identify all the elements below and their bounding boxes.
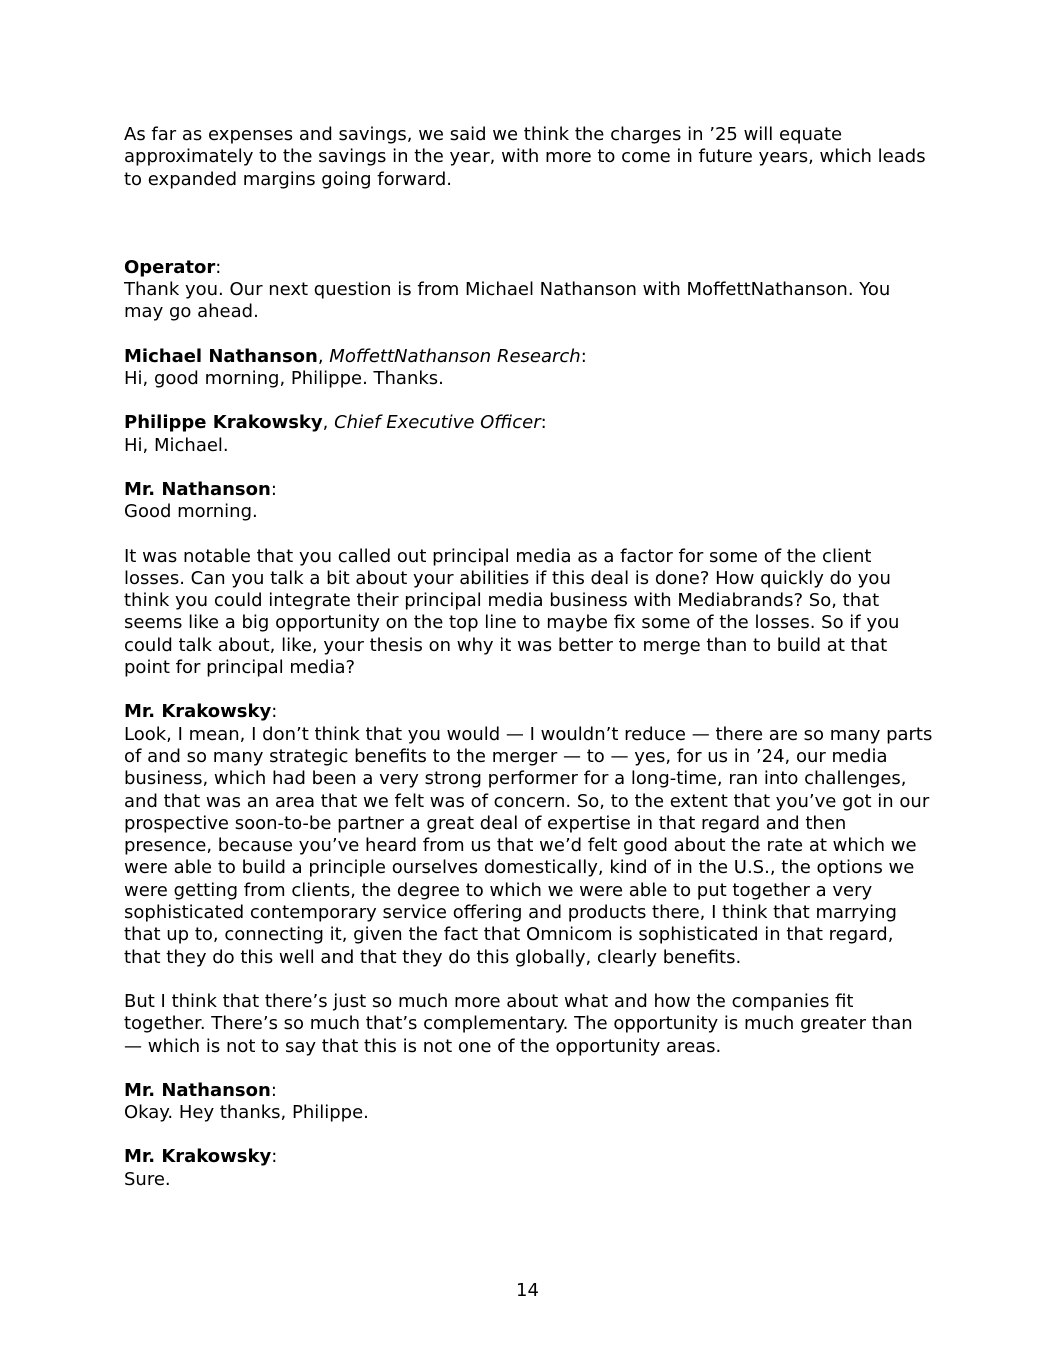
transcript-entry: Mr. Nathanson: Okay. Hey thanks, Philippe. [124, 1080, 934, 1125]
entry-paragraph: But I think that there’s just so much more about what and how the companies fit together. There’s so much that’s complementary. The opportunity is much greater than — which is not to say that this is not one of the opportunity areas. [124, 990, 913, 1057]
entry-paragraph: Good morning. [124, 501, 258, 523]
opening-paragraph: As far as expenses and savings, we said we think the charges in ’25 will equate approximately to the savings in the year, with more to come in future years, which leads to expanded margins going forward. [124, 124, 926, 190]
transcript-entry: Philippe Krakowsky, Chief Executive Officer: Hi, Michael. [124, 412, 934, 457]
transcript-entry: Mr. Krakowsky: Sure. [124, 1146, 934, 1191]
transcript-entry: Operator: Thank you. Our next question is from Michael Nathanson with MoffettNathanson. You may go ahead. [124, 257, 934, 324]
speaker-title: MoffettNathanson Research [329, 345, 581, 367]
speaker-name: Operator [124, 256, 216, 278]
speaker-name: Philippe Krakowsky [124, 412, 323, 434]
entry-paragraph: Okay. Hey thanks, Philippe. [124, 1102, 369, 1124]
entry-paragraph: Thank you. Our next question is from Michael Nathanson with MoffettNathanson. You may go ahead. [124, 279, 891, 323]
transcript-entry: Michael Nathanson, MoffettNathanson Research: Hi, good morning, Philippe. Thanks. [124, 346, 934, 391]
entry-paragraph: Look, I mean, I don’t think that you would — I wouldn’t reduce — there are so many parts of and so many strategic benefits to the merger — to — yes, for us in ’24, our media business, which had been a very strong performer for a long-time, ran into challenges, and that was an area that we felt was of concern. So, to the extent that you’ve got in our prospective soon-to-be partner a great deal of expertise in that regard and then presence, because you’ve heard from us that we’d felt good about the rate at which we were able to build a principle ourselves domestically, kind of in the U.S., the options we were getting from clients, the degree to which we were able to put together a very sophisticated contemporary service offering and products there, I think that marrying that up to, connecting it, given the fact that Omnicom is sophisticated in that regard, that they do this well and that they do this globally, clearly benefits. [124, 723, 933, 968]
entry-paragraph: Sure. [124, 1168, 171, 1190]
transcript-content [124, 124, 934, 1191]
speaker-name: Mr. Nathanson [124, 478, 271, 500]
speaker-name: Mr. Krakowsky [124, 701, 272, 723]
speaker-name: Michael Nathanson [124, 345, 318, 367]
transcript-entry: Mr. Nathanson: Good morning. It was notable that you called out principal media as a factor for some of the client losses. Can you talk a bit about your abilities if this deal is done? How quickly do you think you could integrate their principal media business with Mediabrands? So, that seems like a big opportunity on the top line to maybe fix some of the losses. So if you could talk about, like, your thesis on why it was better to merge than to build at that point for principal media? [124, 479, 934, 679]
entry-paragraph: Hi, good morning, Philippe. Thanks. [124, 368, 444, 390]
speaker-title: Chief Executive Officer [334, 412, 541, 434]
speaker-name: Mr. Krakowsky [124, 1146, 272, 1168]
entry-paragraph: It was notable that you called out principal media as a factor for some of the client losses. Can you talk a bit about your abilities if this deal is done? How quickly do you think you could integrate their principal media business with Mediabrands? So, that seems like a big opportunity on the top line to maybe fix some of the losses. So if you could talk about, like, your thesis on why it was better to merge than to build at that point for principal media? [124, 545, 900, 679]
transcript-entry: Mr. Krakowsky: Look, I mean, I don’t think that you would — I wouldn’t reduce — there are so many parts of and so many strategic benefits to the merger — to — yes, for us in ’24, our media business, which had been a very strong performer for a long-time, ran into challenges, and that was an area that we felt was of concern. So, to the extent that you’ve got in our prospective soon-to-be partner a great deal of expertise in that regard and then presence, because you’ve heard from us that we’d felt good about the rate at which we were able to build a principle ourselves domestically, kind of in the U.S., the options we were getting from clients, the degree to which we were able to put together a very sophisticated contemporary service offering and products there, I think that marrying that up to, connecting it, given the fact that Omnicom is sophisticated in that regard, that they do this well and that they do this globally, clearly benefits. But I think that there’s just so much more about what and how the companies fit together. There’s so much that’s complementary. The opportunity is much greater than — which is not to say that this is not one of the opportunity areas. [124, 701, 933, 1057]
page-number: 14 [516, 1280, 539, 1301]
speaker-name: Mr. Nathanson [124, 1079, 271, 1101]
entry-paragraph: Hi, Michael. [124, 434, 229, 456]
